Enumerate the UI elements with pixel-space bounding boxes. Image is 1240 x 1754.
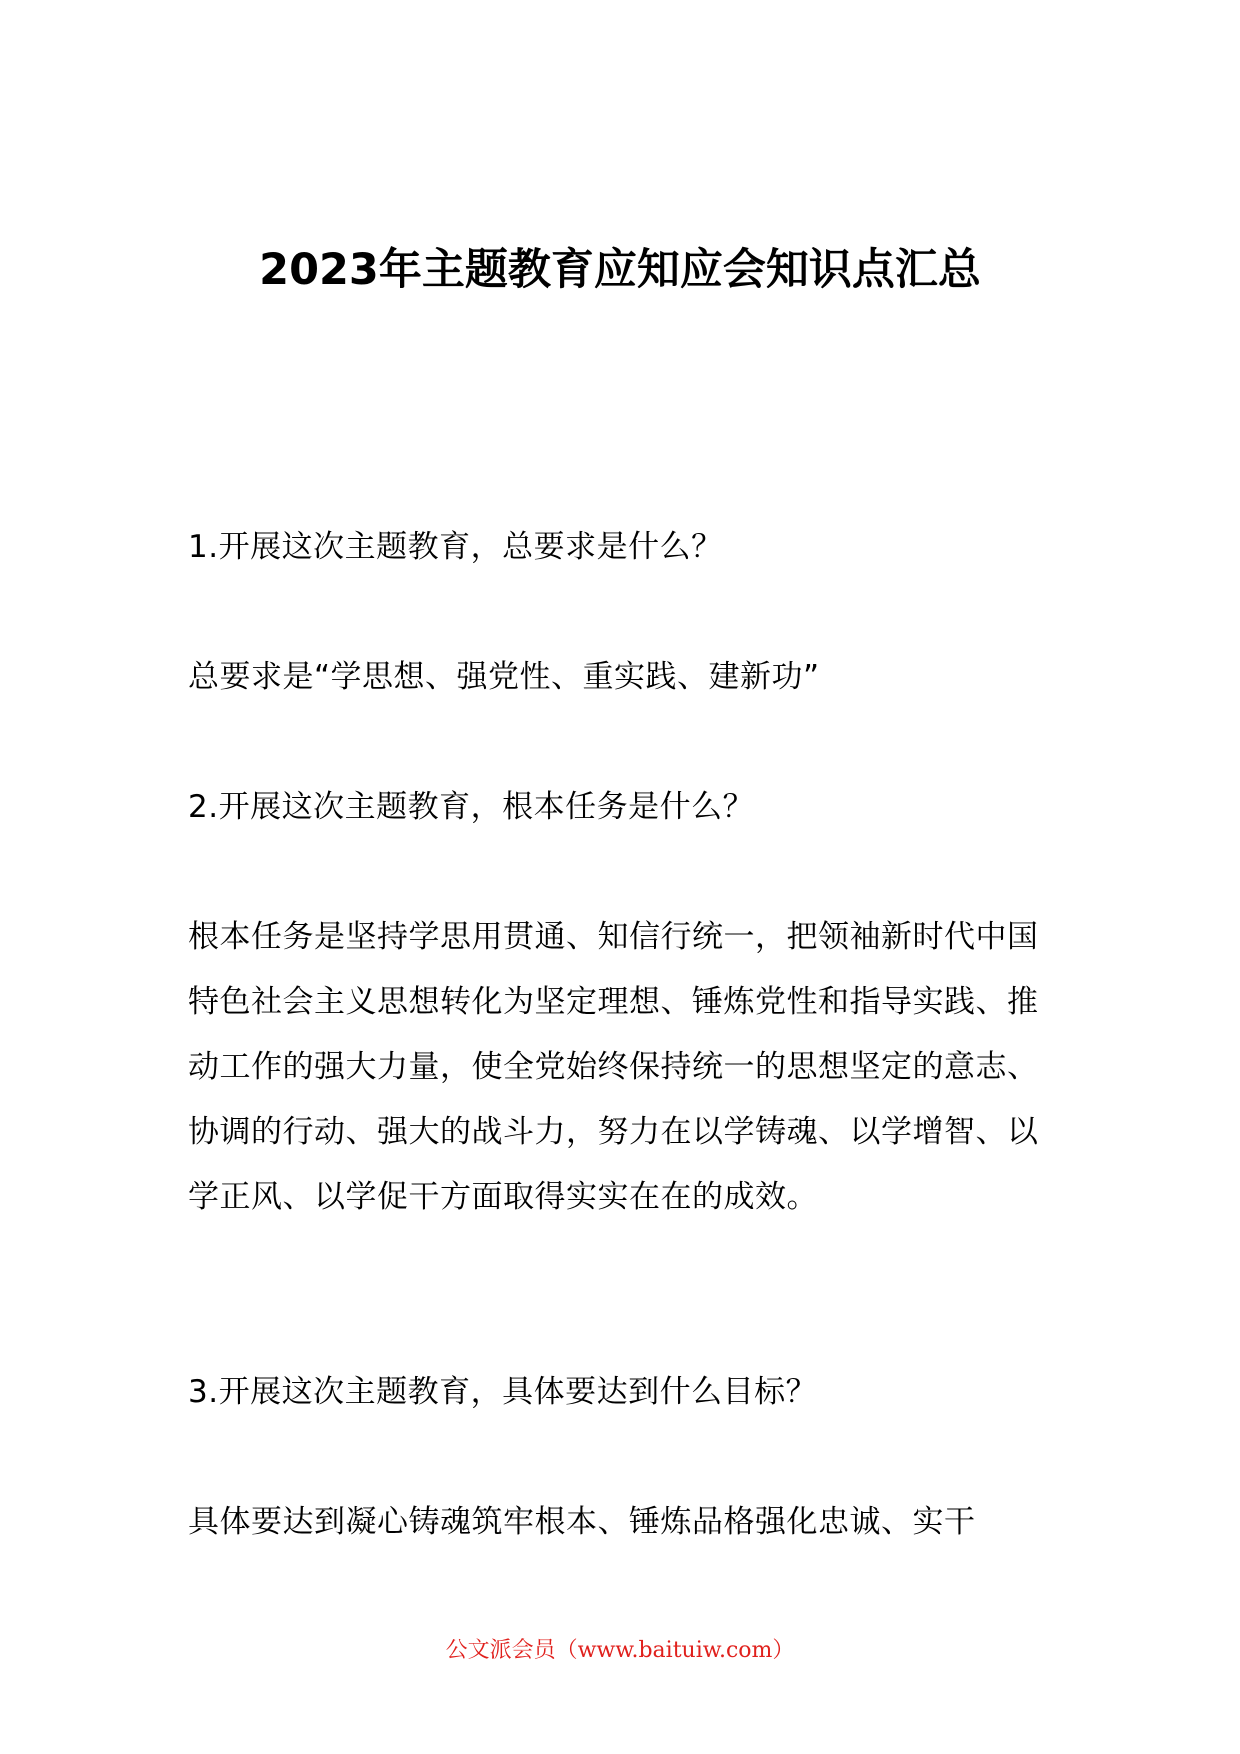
question-3: 3.开展这次主题教育，具体要达到什么目标？	[188, 1374, 818, 1410]
question-2: 2.开展这次主题教育，根本任务是什么？	[188, 789, 755, 825]
question-1: 1.开展这次主题教育，总要求是什么？	[188, 529, 723, 565]
answer-1: 总要求是“学思想、强党性、重实践、建新功”	[188, 659, 820, 695]
answer-3: 具体要达到凝心铸魂筑牢根本、锤炼品格强化忠诚、实干	[188, 1504, 976, 1540]
answer-2: 根本任务是坚持学思用贯通、知信行统一，把领袖新时代中国特色社会主义思想转化为坚定理想、锤炼党性和指导实践、推动工作的强大力量，使全党始终保持统一的思想坚定的意志、协调的行动、强大的战斗力，努力在以学铸魂、以学增智、以学正风、以学促干方面取得实实在在的成效。	[188, 919, 1039, 1215]
footer-watermark: 公文派会员（www.baituiw.com）	[445, 1638, 795, 1663]
document-title: 2023年主题教育应知应会知识点汇总	[259, 245, 981, 295]
